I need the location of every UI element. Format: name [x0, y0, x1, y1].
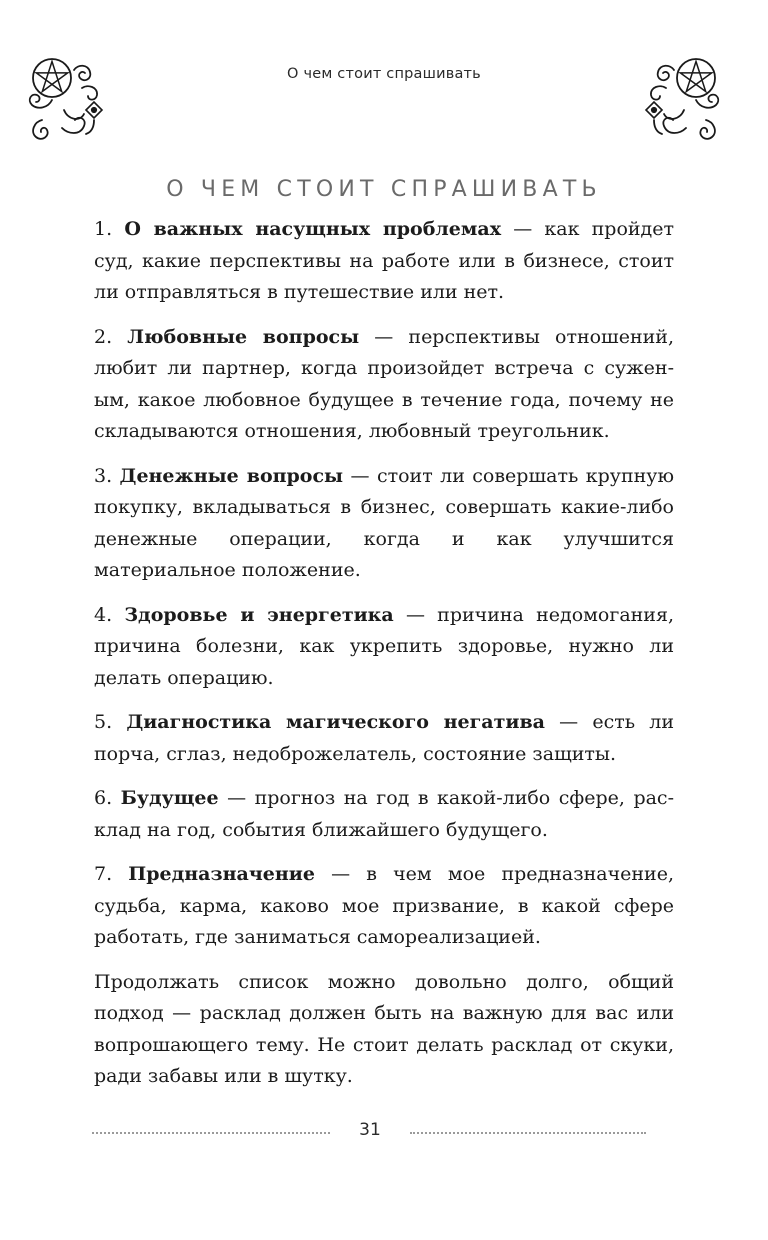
item-term: Диагностика магического негатива — [126, 711, 545, 733]
item-term: Предназначение — [128, 863, 315, 885]
item-text: — прогноз на год в какой-либо сфере, расклад на год, события ближайшего будущего. — [94, 787, 674, 841]
dotted-rule-left — [92, 1132, 330, 1134]
list-item — [94, 214, 674, 309]
item-term: Будущее — [120, 787, 219, 809]
item-term: Любовные вопросы — [127, 325, 360, 348]
list-item — [94, 859, 674, 954]
item-number: 4. — [94, 603, 125, 626]
item-term: О важных насущных проблемах — [124, 218, 502, 240]
item-text: — перспективы отношений, любит ли партнер, когда произойдет встреча с суженым, какое любовное будущее в течение года, почему не складываются отношения, любовный треугольник. — [94, 325, 674, 442]
item-number: 5. — [94, 711, 127, 733]
list-item — [94, 600, 674, 695]
page-number: 31 — [359, 1120, 381, 1140]
item-term: Здоровье и энергетика — [124, 603, 394, 626]
pentacle-ornament-icon — [22, 48, 122, 148]
pentacle-ornament-icon — [626, 48, 726, 148]
page-footer — [92, 1120, 646, 1144]
item-text: — стоит ли совершать крупную покупку, вкладываться в бизнес, совершать какие-либо денежные операции, когда и как улучшится материальное положение. — [94, 464, 674, 581]
item-text: — в чем мое предназначение, судьба, карма, каково мое призвание, в какой сфере работать, где заниматься самореализацией. — [94, 863, 674, 948]
running-head: О чем стоит спрашивать — [287, 66, 481, 82]
item-term: Денежные вопросы — [119, 464, 344, 487]
item-text: — есть ли порча, сглаз, недоброжелатель, состояние защиты. — [94, 711, 674, 765]
page-body — [94, 214, 674, 1106]
item-number: 7. — [94, 863, 129, 885]
closing-paragraph: Продолжать список можно довольно долго, общий подход — расклад должен быть на важную для вас или вопрошающего тему. Не стоит делать расклад от скуки, ради забавы или в шутку. — [94, 970, 674, 1087]
item-text: — причина недомогания, причина болезни, как укрепить здоровье, нужно ли делать операцию. — [94, 603, 674, 689]
list-item — [94, 783, 674, 846]
list-item — [94, 322, 674, 448]
list-item — [94, 707, 674, 770]
item-number: 2. — [94, 325, 128, 348]
list-item — [94, 461, 674, 587]
item-text: — как пройдет суд, какие перспективы на работе или в бизнесе, стоит ли отправляться в путешествие или нет. — [94, 218, 674, 303]
item-number: 1. — [94, 218, 125, 240]
dotted-rule-right — [410, 1132, 646, 1134]
item-number: 3. — [94, 464, 120, 487]
item-number: 6. — [94, 787, 121, 809]
section-title: О ЧЕМ СТОИТ СПРАШИВАТЬ — [166, 176, 602, 202]
